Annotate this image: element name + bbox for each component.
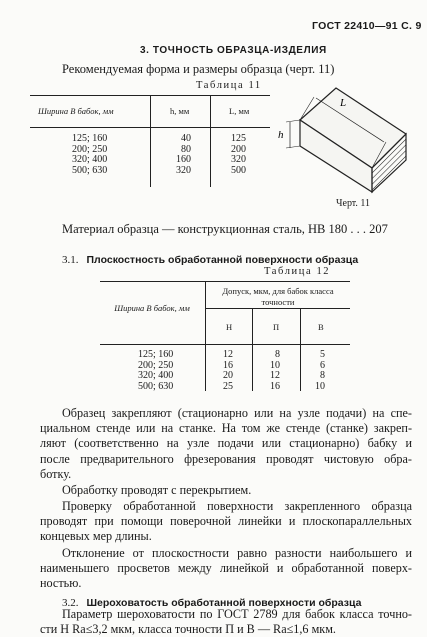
- table-cell: 8: [275, 349, 280, 360]
- table-cell: 200; 250: [138, 359, 174, 371]
- table12-class-P: П: [273, 322, 280, 332]
- table12-col-divider-2: [252, 308, 253, 391]
- subsection-title: Шероховатость обработанной поверхности образца: [86, 597, 362, 609]
- table-cell: 320; 400: [138, 370, 174, 381]
- text-line: циальном стенде или на станке. На том же стенде (станке) закреп-: [40, 421, 412, 436]
- text-line: Отклонение от плоскостности равно разности наибольшего и: [62, 546, 412, 560]
- table-cell: 16: [223, 359, 233, 371]
- table-cell: 500; 630: [72, 164, 108, 176]
- table-cell: 10: [315, 380, 325, 392]
- text-line: после предварительного фрезерования проводят чистовую обра-: [40, 451, 412, 466]
- table-cell: 16: [270, 380, 280, 392]
- page-header: ГОСТ 22410—91 С. 9: [312, 20, 422, 32]
- table12-class-N: Н: [226, 322, 233, 332]
- table-cell: 320; 400: [72, 154, 108, 165]
- table-cell: 320: [176, 164, 191, 176]
- table11-header-width: Ширина В бабок, мм: [38, 106, 114, 116]
- table11-header-L: L, мм: [229, 106, 250, 116]
- text-line: ностью.: [40, 576, 82, 591]
- table-cell: 25: [223, 380, 233, 392]
- text-line: сти Н Ra≤3,2 мкм, класса точности П и В — Ra≤1,6 мкм.: [40, 622, 336, 637]
- paragraph-overlap: Обработку проводят с перекрытием.: [62, 483, 252, 497]
- subsection-number: 3.2.: [62, 597, 79, 609]
- paragraph-deviation: [40, 546, 412, 592]
- section-title: 3. ТОЧНОСТЬ ОБРАЗЦА-ИЗДЕЛИЯ: [140, 45, 327, 56]
- table-cell: 40: [181, 133, 191, 144]
- table12-col1-label: Ширина В бабок, мм: [114, 303, 190, 313]
- text-line: ботку.: [40, 466, 72, 481]
- table-cell: 200: [231, 143, 246, 155]
- table-cell: 200; 250: [72, 143, 108, 155]
- subsection-title: Плоскостность обработанной поверхности образца: [86, 254, 359, 266]
- table-cell: 500: [231, 164, 246, 176]
- table12-col-divider-1: [205, 281, 206, 391]
- paragraph-fixing: [40, 406, 412, 482]
- table-cell: 125; 160: [72, 133, 108, 144]
- table12-top-rule: [100, 281, 350, 282]
- table-cell: 80: [181, 143, 191, 155]
- text-line: ляют (соответственно на узле подачи или стационарно) бабку и: [40, 436, 412, 451]
- table11-col-divider-2: [210, 95, 211, 187]
- label-h: h: [278, 129, 284, 141]
- table-cell: 125: [231, 133, 246, 144]
- table12-header-rule: [100, 344, 350, 345]
- table12-group-label: Допуск, мкм, для бабок класса точности: [222, 286, 334, 307]
- label-L: L: [340, 97, 347, 109]
- paragraph-check: [40, 499, 412, 545]
- figure-caption: Черт. 11: [336, 198, 371, 209]
- table-cell: 320: [231, 154, 246, 165]
- table11-header-h: h, мм: [170, 106, 190, 116]
- table12-col-divider-3: [300, 308, 301, 391]
- text-line: концевых мер длины.: [40, 529, 152, 544]
- table-cell: 8: [320, 370, 325, 381]
- table12-caption: Таблица 12: [264, 266, 331, 277]
- text-line: Образец закрепляют (стационарно или на узле подачи) на спе-: [62, 406, 412, 420]
- material-text: Материал образца — конструкционная сталь, НВ 180 . . . 207: [62, 222, 388, 236]
- recommend-text: Рекомендуемая форма и размеры образца (черт. 11): [62, 62, 335, 76]
- table-cell: 125; 160: [138, 349, 174, 360]
- table12-header-width: [112, 303, 192, 314]
- text-line: Параметр шероховатости по ГОСТ 2789 для бабок класса точно-: [62, 607, 412, 621]
- subsection-number: 3.1.: [62, 254, 79, 266]
- table12-class-V: В: [318, 322, 324, 332]
- table-cell: 5: [320, 349, 325, 360]
- table-cell: 500; 630: [138, 380, 174, 392]
- table12-group-rule: [205, 308, 350, 309]
- table-cell: 12: [223, 349, 233, 360]
- table-cell: 20: [223, 370, 233, 381]
- specimen-figure: [276, 82, 416, 202]
- table-cell: 6: [320, 359, 325, 371]
- table-cell: 160: [176, 154, 191, 165]
- table11-col-divider-1: [150, 95, 151, 187]
- table11-caption: Таблица 11: [196, 80, 262, 91]
- table-cell: 12: [270, 370, 280, 381]
- table-cell: 10: [270, 359, 280, 371]
- text-line: Проверку обработанной поверхности закрепленного образца: [62, 499, 412, 513]
- text-line: наименьшего просветов между линейкой и обработанной поверх-: [40, 561, 412, 576]
- text-line: проводят при помощи поверочной линейки и плоскопараллельных: [40, 514, 412, 529]
- table12-header-group: [212, 286, 344, 307]
